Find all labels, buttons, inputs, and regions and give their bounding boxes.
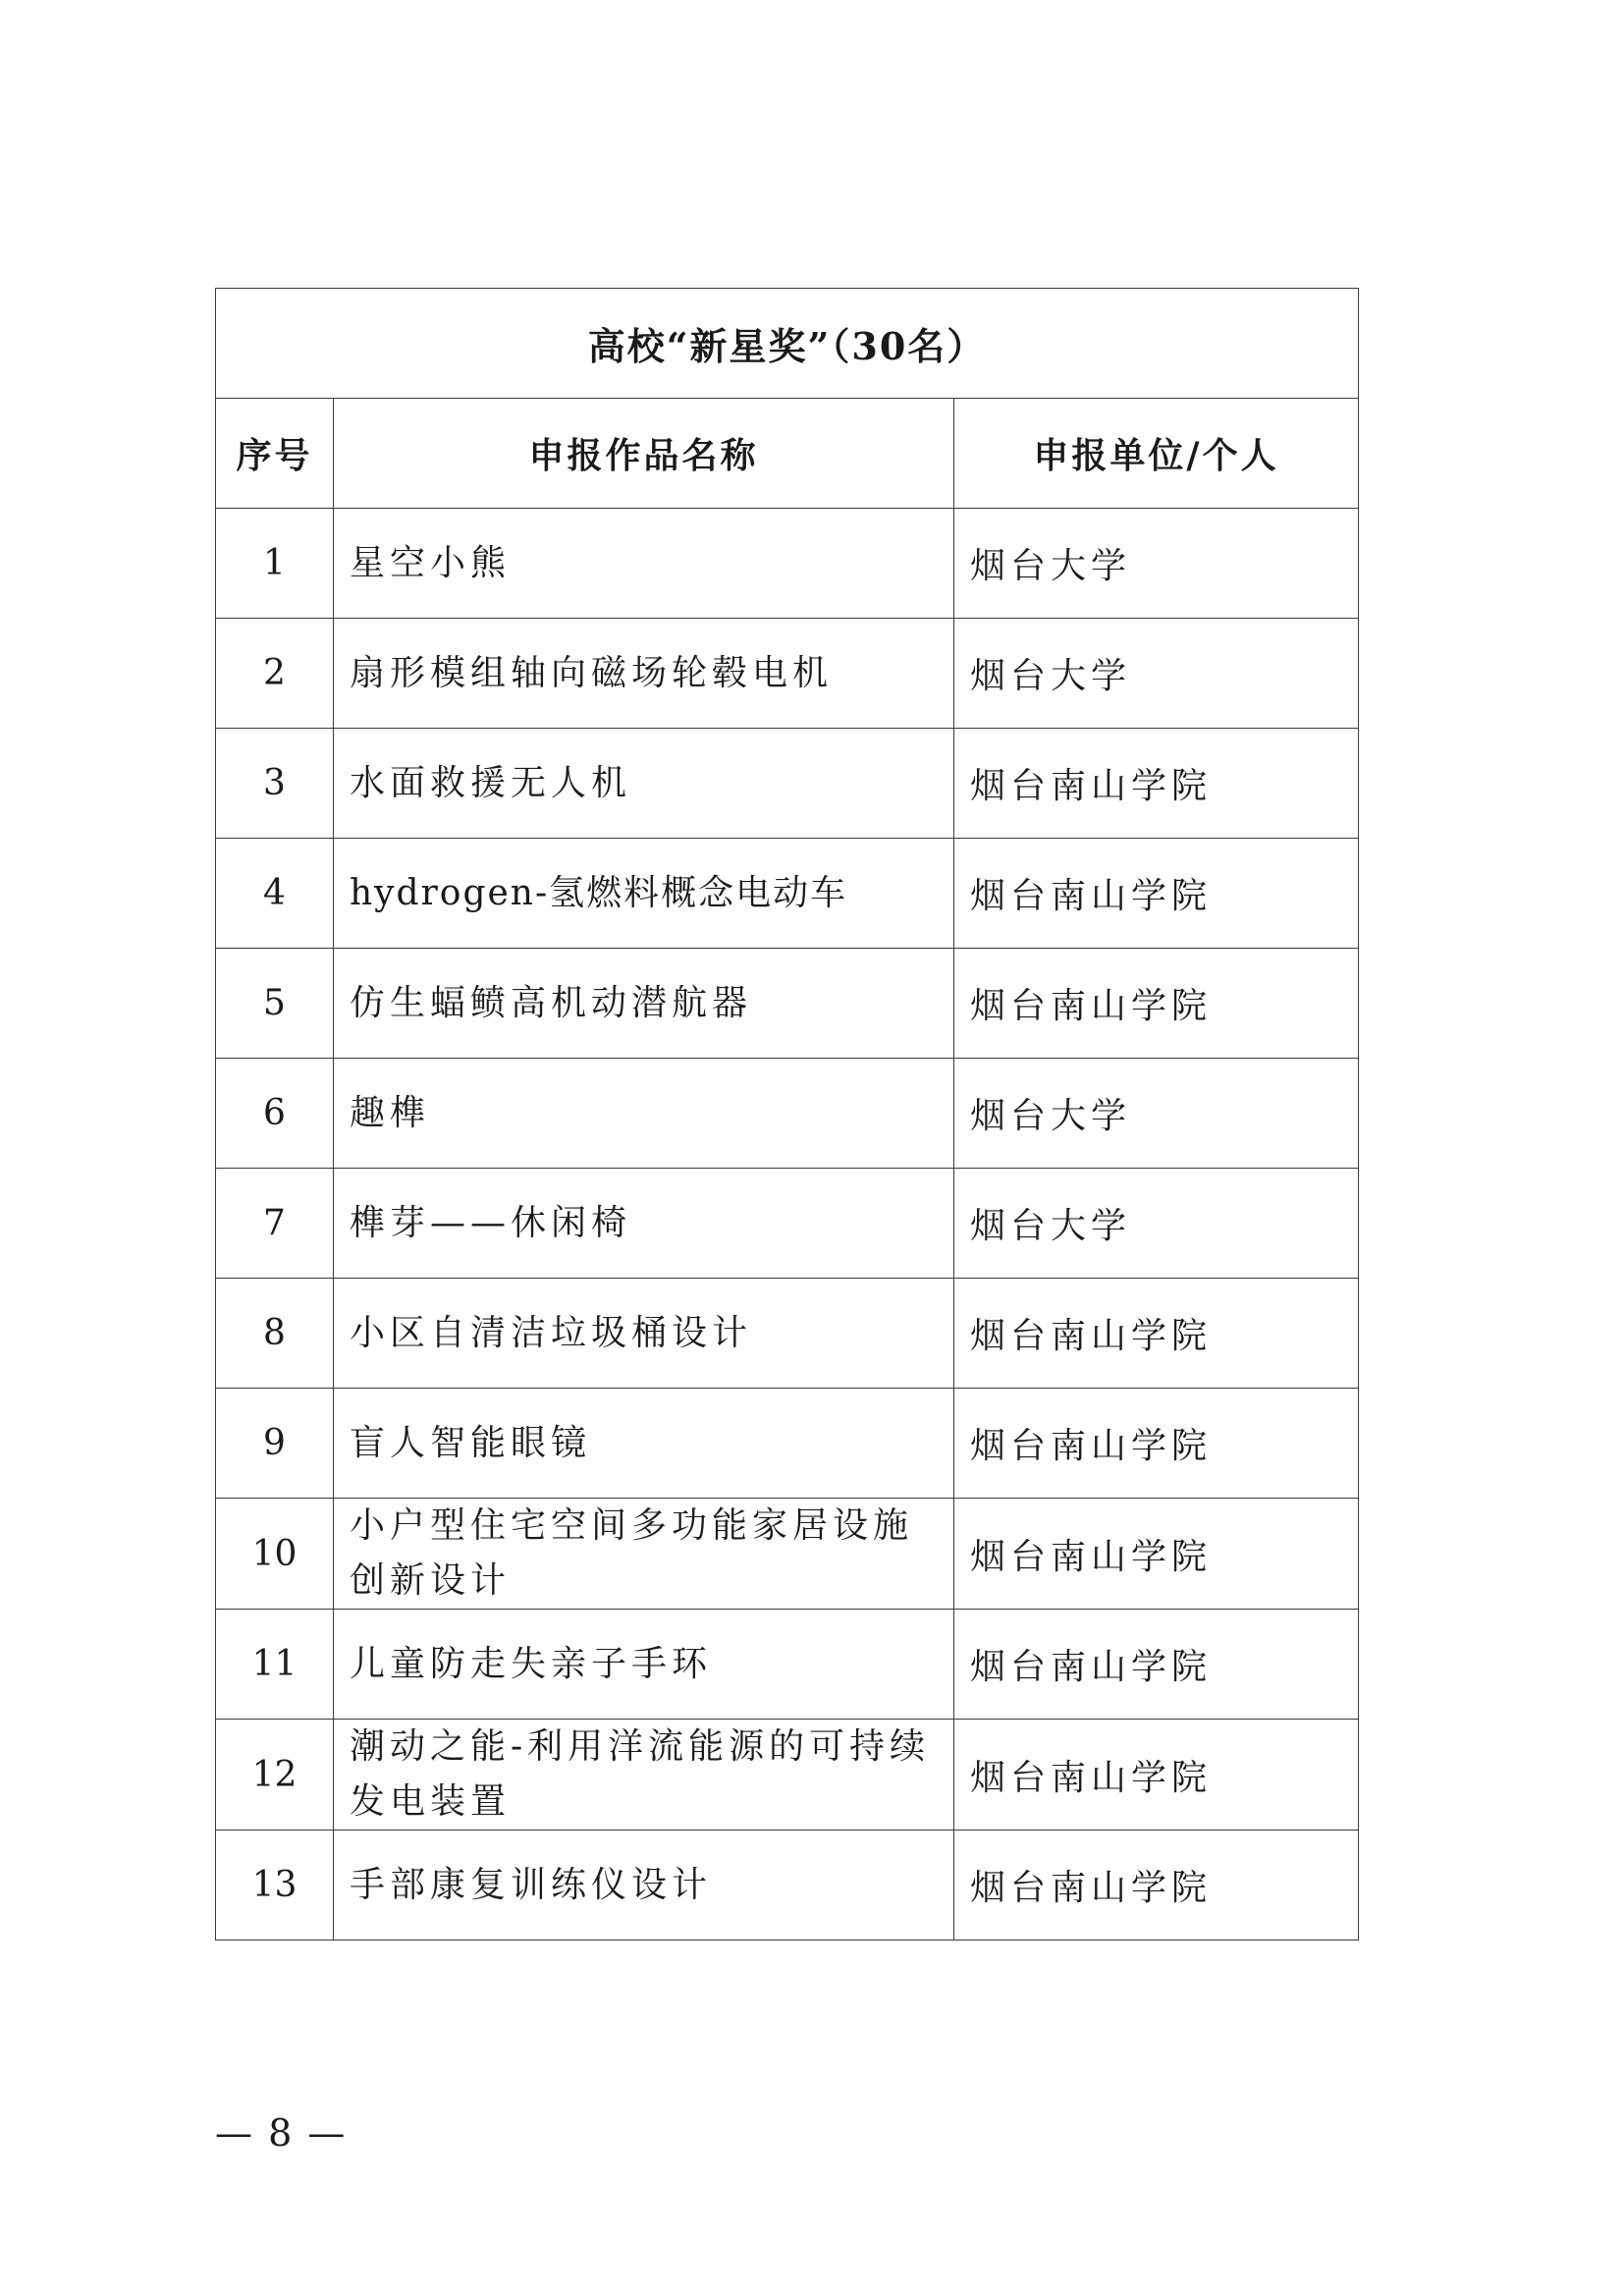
row-work-name: 手部康复训练仪设计 [334,1831,954,1941]
row-work-name: 仿生蝠鲼高机动潜航器 [334,949,954,1059]
table-row [216,1389,1359,1499]
table-row [216,1169,1359,1279]
row-work-name: 榫芽——休闲椅 [334,1169,954,1279]
row-index: 10 [216,1499,334,1610]
row-unit: 烟台南山学院 [954,1499,1359,1610]
table-header-row [216,399,1359,509]
row-unit: 烟台大学 [954,509,1359,619]
row-index: 1 [216,509,334,619]
row-unit: 烟台南山学院 [954,1831,1359,1941]
row-index: 2 [216,619,334,729]
row-unit: 烟台大学 [954,1059,1359,1169]
row-work-name: 扇形模组轴向磁场轮毂电机 [334,619,954,729]
award-table [215,288,1359,1941]
row-unit: 烟台南山学院 [954,1610,1359,1720]
table-title: 高校“新星奖”（30名） [216,289,1359,399]
row-index: 13 [216,1831,334,1941]
table-title-row [216,289,1359,399]
header-unit: 申报单位/个人 [954,399,1359,509]
row-index: 6 [216,1059,334,1169]
row-index: 9 [216,1389,334,1499]
table-row [216,1610,1359,1720]
row-work-name: 趣榫 [334,1059,954,1169]
row-work-name: 儿童防走失亲子手环 [334,1610,954,1720]
row-unit: 烟台大学 [954,1169,1359,1279]
table-row [216,729,1359,839]
row-index: 12 [216,1720,334,1831]
header-work-name: 申报作品名称 [334,399,954,509]
row-unit: 烟台大学 [954,619,1359,729]
page-number: — 8 — [215,2111,348,2155]
row-unit: 烟台南山学院 [954,729,1359,839]
row-work-name: 潮动之能-利用洋流能源的可持续发电装置 [334,1720,954,1831]
table-row [216,619,1359,729]
row-unit: 烟台南山学院 [954,1279,1359,1389]
row-index: 7 [216,1169,334,1279]
row-unit: 烟台南山学院 [954,1720,1359,1831]
table-row [216,509,1359,619]
row-work-name: hydrogen-氢燃料概念电动车 [334,839,954,949]
table-row [216,949,1359,1059]
row-work-name: 星空小熊 [334,509,954,619]
table-row [216,1831,1359,1941]
table-row [216,1720,1359,1831]
header-index: 序号 [216,399,334,509]
row-work-name: 小区自清洁垃圾桶设计 [334,1279,954,1389]
row-index: 4 [216,839,334,949]
table-row [216,1059,1359,1169]
row-work-name: 小户型住宅空间多功能家居设施创新设计 [334,1499,954,1610]
row-unit: 烟台南山学院 [954,839,1359,949]
table-row [216,839,1359,949]
row-index: 3 [216,729,334,839]
row-unit: 烟台南山学院 [954,949,1359,1059]
row-work-name: 盲人智能眼镜 [334,1389,954,1499]
row-index: 5 [216,949,334,1059]
row-unit: 烟台南山学院 [954,1389,1359,1499]
table-row [216,1499,1359,1610]
table-row [216,1279,1359,1389]
row-work-name: 水面救援无人机 [334,729,954,839]
row-index: 8 [216,1279,334,1389]
row-index: 11 [216,1610,334,1720]
